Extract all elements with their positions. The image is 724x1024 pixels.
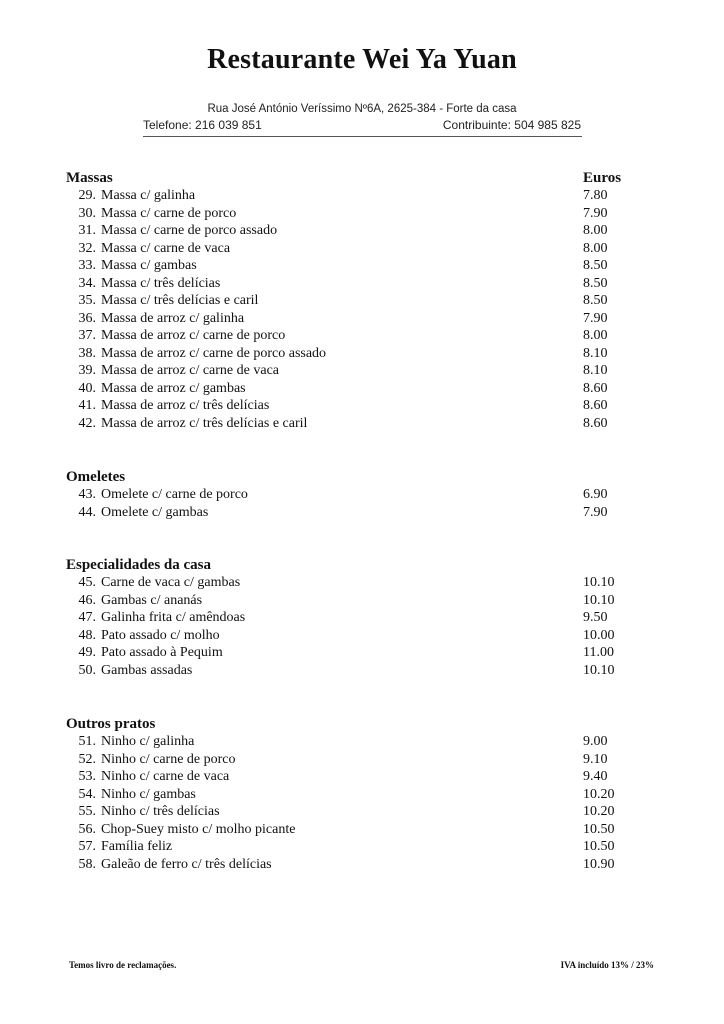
item-number: 50. — [78, 662, 96, 678]
menu-item — [0, 593, 724, 611]
item-price: 8.50 — [583, 293, 608, 308]
item-price: 9.00 — [583, 734, 608, 749]
item-number: 37. — [78, 328, 96, 343]
item-name: Massa de arroz c/ três delícias — [101, 398, 270, 413]
item-price: 10.50 — [583, 821, 615, 837]
menu-item — [0, 293, 724, 311]
item-number: 49. — [78, 645, 96, 660]
item-number: 52. — [78, 751, 96, 767]
item-price: 9.40 — [583, 769, 608, 784]
menu-section — [0, 170, 724, 433]
item-number: 58. — [78, 856, 96, 872]
item-price: 8.50 — [583, 275, 608, 291]
menu-section — [0, 716, 724, 874]
item-name: Massa de arroz c/ carne de porco assado — [101, 345, 327, 361]
item-price: 10.20 — [583, 804, 615, 819]
section-header — [0, 557, 724, 575]
item-name: Massa de arroz c/ carne de porco — [101, 328, 286, 343]
item-number: 46. — [78, 592, 96, 608]
restaurant-address: Rua José António Veríssimo Nº6A, 2625-384 - Forte da casa — [207, 103, 517, 115]
item-number: 57. — [78, 839, 96, 854]
item-name: Ninho c/ carne de vaca — [101, 769, 230, 784]
menu-item — [0, 398, 724, 416]
item-name: Omelete c/ gambas — [101, 504, 209, 520]
item-price: 7.90 — [583, 310, 608, 326]
item-number: 33. — [78, 258, 96, 273]
menu-item — [0, 628, 724, 646]
item-price: 8.60 — [583, 415, 608, 431]
item-number: 38. — [78, 345, 96, 361]
item-name: Ninho c/ carne de porco — [101, 751, 236, 767]
item-price: 8.60 — [583, 380, 608, 396]
item-name: Gambas c/ ananás — [101, 592, 203, 608]
item-name: Massa de arroz c/ galinha — [101, 310, 245, 326]
menu-item — [0, 575, 724, 593]
item-number: 43. — [78, 487, 96, 502]
section-title: Massas — [66, 170, 113, 186]
item-name: Carne de vaca c/ gambas — [101, 575, 241, 590]
item-number: 55. — [78, 804, 96, 819]
menu-section — [0, 469, 724, 522]
item-number: 53. — [78, 769, 96, 784]
item-price: 10.50 — [583, 839, 615, 854]
item-name: Massa de arroz c/ carne de vaca — [101, 363, 280, 378]
menu-item — [0, 276, 724, 294]
item-price: 10.20 — [583, 786, 615, 802]
item-name: Massa c/ três delícias — [101, 275, 221, 291]
item-number: 40. — [78, 380, 96, 396]
menu-item — [0, 206, 724, 224]
item-number: 41. — [78, 398, 96, 413]
currency-label: Euros — [583, 170, 622, 186]
menu-item — [0, 346, 724, 364]
item-name: Galinha frita c/ amêndoas — [101, 610, 246, 625]
menu-item — [0, 610, 724, 628]
section-title: Omeletes — [66, 469, 126, 485]
section-header — [0, 170, 724, 188]
item-price: 6.90 — [583, 487, 608, 502]
item-name: Omelete c/ carne de porco — [101, 487, 248, 502]
item-price: 8.10 — [583, 345, 608, 361]
menu-item — [0, 857, 724, 875]
menu-item — [0, 787, 724, 805]
item-name: Massa de arroz c/ gambas — [101, 380, 246, 396]
menu-item — [0, 258, 724, 276]
tax-id: Contribuinte: 504 985 825 — [442, 118, 581, 132]
menu-item — [0, 487, 724, 505]
menu-item — [0, 645, 724, 663]
item-number: 34. — [78, 275, 96, 291]
section-header — [0, 469, 724, 487]
menu-item — [0, 416, 724, 434]
item-name: Massa c/ carne de porco assado — [101, 223, 278, 238]
menu-item — [0, 223, 724, 241]
item-price: 7.90 — [583, 504, 608, 520]
item-name: Massa c/ carne de vaca — [101, 240, 231, 256]
item-name: Massa c/ gambas — [101, 258, 197, 273]
menu-item — [0, 188, 724, 206]
section-title: Especialidades da casa — [66, 557, 212, 573]
item-name: Ninho c/ galinha — [101, 734, 195, 749]
item-price: 10.10 — [583, 662, 615, 678]
item-name: Massa c/ carne de porco — [101, 205, 237, 221]
item-number: 42. — [78, 415, 96, 431]
menu-item — [0, 804, 724, 822]
item-price: 8.50 — [583, 258, 608, 273]
item-price: 8.60 — [583, 398, 608, 413]
item-price: 7.80 — [583, 188, 608, 203]
item-price: 9.50 — [583, 610, 608, 625]
item-name: Galeão de ferro c/ três delícias — [101, 856, 272, 872]
item-number: 39. — [78, 363, 96, 378]
item-price: 8.00 — [583, 240, 608, 256]
item-number: 51. — [78, 734, 96, 749]
item-price: 8.00 — [583, 328, 608, 343]
header-divider — [143, 136, 582, 137]
item-number: 32. — [78, 240, 96, 256]
item-name: Gambas assadas — [101, 662, 193, 678]
menu-item — [0, 381, 724, 399]
item-name: Massa c/ galinha — [101, 188, 196, 203]
item-name: Chop-Suey misto c/ molho picante — [101, 821, 296, 837]
menu-section — [0, 557, 724, 680]
item-number: 47. — [78, 610, 96, 625]
item-number: 48. — [78, 627, 96, 643]
item-price: 11.00 — [583, 645, 614, 660]
phone-number: Telefone: 216 039 851 — [143, 118, 262, 132]
item-price: 10.90 — [583, 856, 615, 872]
item-number: 30. — [78, 205, 96, 221]
item-number: 54. — [78, 786, 96, 802]
item-number: 35. — [78, 293, 96, 308]
menu-item — [0, 822, 724, 840]
item-price: 9.10 — [583, 751, 608, 767]
item-price: 8.10 — [583, 363, 608, 378]
menu-item — [0, 311, 724, 329]
item-price: 10.10 — [583, 592, 615, 608]
item-name: Pato assado à Pequim — [101, 645, 223, 660]
restaurant-title: Restaurante Wei Ya Yuan — [207, 44, 517, 75]
menu-item — [0, 241, 724, 259]
item-name: Massa c/ três delícias e caril — [101, 293, 259, 308]
item-name: Pato assado c/ molho — [101, 627, 220, 643]
item-number: 29. — [78, 188, 96, 203]
item-name: Massa de arroz c/ três delícias e caril — [101, 415, 308, 431]
item-name: Família feliz — [101, 839, 173, 854]
menu-item — [0, 839, 724, 857]
section-header — [0, 716, 724, 734]
complaints-book-note: Temos livro de reclamações. — [69, 960, 177, 970]
menu-item — [0, 734, 724, 752]
menu-item — [0, 505, 724, 523]
section-title: Outros pratos — [66, 716, 156, 732]
item-number: 56. — [78, 821, 96, 837]
item-name: Ninho c/ três delícias — [101, 804, 220, 819]
menu-item — [0, 752, 724, 770]
item-number: 45. — [78, 575, 96, 590]
vat-note: IVA incluído 13% / 23% — [560, 960, 654, 970]
item-price: 10.10 — [583, 575, 615, 590]
item-price: 8.00 — [583, 223, 608, 238]
menu-item — [0, 328, 724, 346]
item-name: Ninho c/ gambas — [101, 786, 196, 802]
menu-item — [0, 769, 724, 787]
item-price: 7.90 — [583, 205, 608, 221]
item-price: 10.00 — [583, 627, 615, 643]
item-number: 36. — [78, 310, 96, 326]
item-number: 31. — [78, 223, 96, 238]
menu-item — [0, 663, 724, 681]
item-number: 44. — [78, 504, 96, 520]
menu-item — [0, 363, 724, 381]
